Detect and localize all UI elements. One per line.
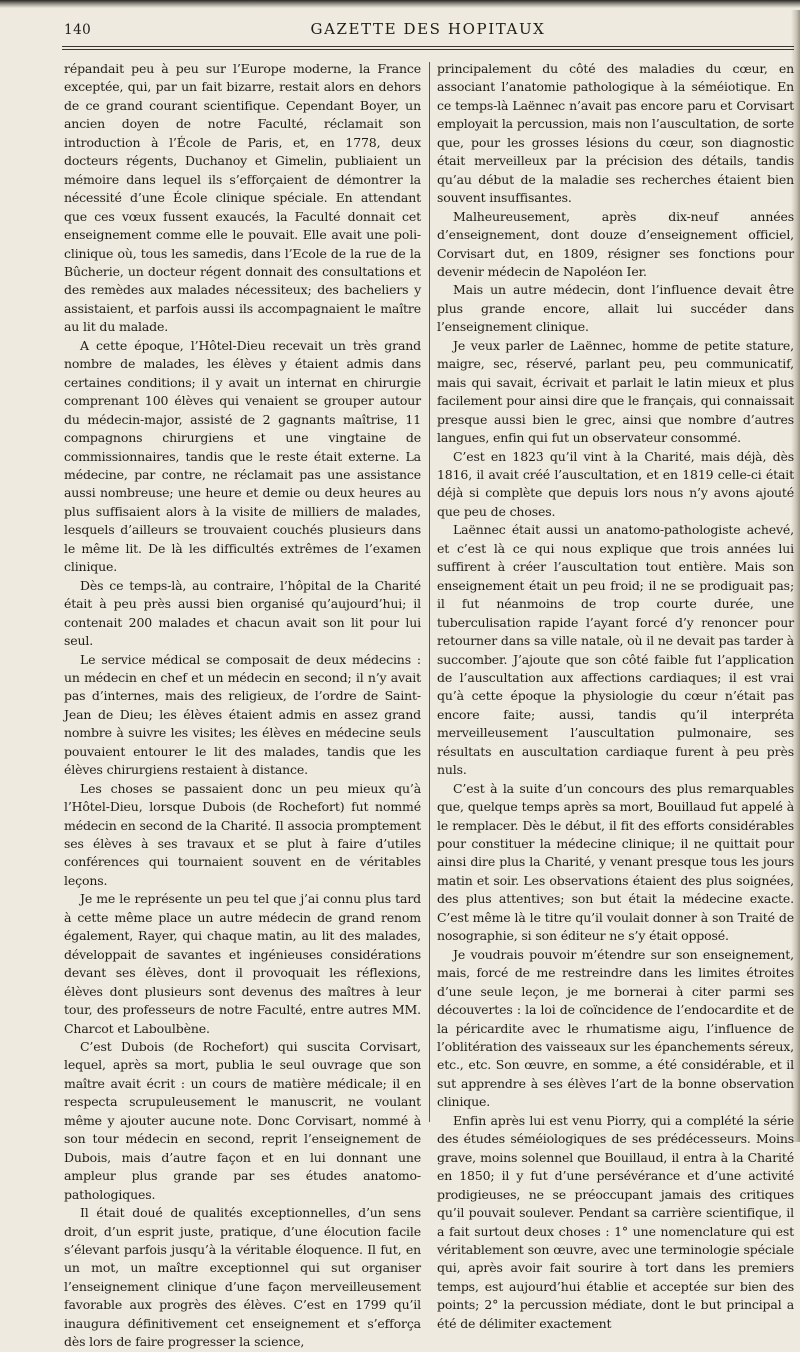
paragraph: Il était doué de qualités exceptionnelles, d’un sens droit, d’un esprit juste, pratique, d’une élocution facile s’élevant parfois jusqu’à la véritable éloquence. Il fut, en un mot, un maître exceptionnel qui sut organiser l’enseignement clinique d’une façon merveilleusement favorable aux progrès des élèves. C’est en 1799 qu’il inaugura définitivement cet enseignement et s’efforça dès lors de faire progresser la science, — [64, 1205, 421, 1350]
paragraph: Malheureusement, après dix-neuf années d’enseignement, dont douze d’enseignement officiel, Corvisart dut, en 1809, résigner ses fonctions pour devenir médecin de Napoléon Ier. — [437, 208, 794, 279]
right-column — [437, 60, 794, 1333]
paragraph: Le service médical se composait de deux médecins : un médecin en chef et un médecin en second; il n’y avait pas d’internes, mais des religieux, de l’ordre de Saint-Jean de Dieu; les élèves étaient admis en assez grand nombre à suivre les visites; les élèves en médecine seuls pouvaient entourer le lit des malades, tandis que les élèves chirurgiens restaient à distance. — [64, 651, 421, 778]
journal-title: GAZETTE DES HOPITAUX — [310, 20, 546, 38]
paragraph: Enfin après lui est venu Piorry, qui a complété la série des études séméiologiques de ses prédécesseurs. Moins grave, moins solennel que Bouillaud, il entra à la Charité en 1850; il y fut d’une persévérance et d’une activité prodigieuses, ne se préoccupant jamais des critiques qu’il pouvait soulever. Pendant sa carrière scientifique, il a fait surtout deux choses : 1° une nomenclature qui est véritablement son œuvre, avec une terminologie spéciale qui, après avoir fait sourire à tort dans les premiers temps, est aujourd’hui établie et acceptée sur bien des points; 2° la percussion médiate, dont le but principal a été de délimiter exactement — [437, 1112, 794, 1331]
column-divider — [429, 62, 430, 1122]
paragraph: Je voudrais pouvoir m’étendre sur son enseignement, mais, forcé de me restreindre dans les limites étroites d’une seule leçon, je me bornerai à citer parmi ses découvertes : la loi de coïncidence de l’endocardite et de la péricardite avec le rhumatisme aigu, l’influence de l’oblitération des vaisseaux sur les épanchements séreux, etc., etc. Son œuvre, en somme, a été considérable, et il sut apprendre à ses élèves l’art de la bonne observation clinique. — [437, 946, 794, 1110]
page-top-edge — [0, 0, 800, 8]
paragraph: principalement du côté des maladies du cœur, en associant l’anatomie pathologique à la séméiotique. En ce temps-là Laënnec n’avait pas encore paru et Corvisart employait la percussion, mais non l’auscultation, de sorte que, pour les grosses lésions du cœur, son diagnostic était merveilleux par la précision des détails, tandis qu’au début de la maladie ses recherches étaient bien souvent insuffisantes. — [437, 61, 794, 206]
running-header — [62, 20, 794, 42]
paragraph: Je veux parler de Laënnec, homme de petite stature, maigre, sec, réservé, parlant peu, peu communicatif, mais qui savait, écrivait et parlait le latin mieux et plus facilement pour ainsi dire que le français, qui connaissait presque aussi bien le grec, ainsi que nombre d’autres langues, enfin qui fut un observateur consommé. — [437, 337, 794, 446]
header-rule-double — [62, 49, 794, 50]
paragraph: répandait peu à peu sur l’Europe moderne, la France exceptée, qui, par un fait bizarre, restait alors en dehors de ce grand courant scientifique. Cependant Boyer, un ancien doyen de notre Faculté, réclamait son introduction à l’École de Paris, et, en 1778, deux docteurs régents, Duchanoy et Gimelin, publiaient un mémoire dans lequel ils s’efforçaient de démontrer la nécessité d’une École clinique spéciale. En attendant que ces vœux fussent exaucés, la Faculté donnait cet enseignement comme elle le pouvait. Elle avait une poli-clinique où, tous les samedis, dans l’Ecole de la rue de la Bûcherie, un docteur régent donnait des consultations et des remèdes aux malades nécessiteux; des bacheliers y assistaient, et parfois aussi ils accompagnaient le maître au lit du malade. — [64, 61, 421, 335]
paragraph: C’est à la suite d’un concours des plus remarquables que, quelque temps après sa mort, Bouillaud fut appelé à le remplacer. Dès le début, il fit des efforts considérables pour constituer la médecine clinique; il ne quittait pour ainsi dire plus la Charité, y venant presque tous les jours matin et soir. Les observations étaient des plus soignées, des plus attentives; son but était la médecine exacte. C’est même là le titre qu’il voulait donner à son Traité de nosographie, si son éditeur ne s’y était opposé. — [437, 780, 794, 944]
paragraph: A cette époque, l’Hôtel-Dieu recevait un très grand nombre de malades, les élèves y étaient admis dans certaines conditions; il y avait un internat en chirurgie comprenant 100 élèves qui venaient se grouper autour du médecin-major, assisté de 2 gagnants maîtrise, 11 compagnons chirurgiens et une vingtaine de commissionnaires, tandis que le reste était externe. La médecine, par contre, ne réclamait pas une assistance aussi nombreuse; une heure et demie ou deux heures au plus suffisaient alors à la visite de milliers de malades, lesquels d’ailleurs se trouvaient couchés plusieurs dans le même lit. De là les difficultés extrêmes de l’examen clinique. — [64, 337, 421, 575]
paragraph: Mais un autre médecin, dont l’influence devait être plus grande encore, allait lui succéder dans l’enseignement clinique. — [437, 282, 794, 335]
paragraph: C’est Dubois (de Rochefort) qui suscita Corvisart, lequel, après sa mort, publia le seul ouvrage que son maître avait écrit : un cours de matière médicale; il en respecta scrupuleusement le manuscrit, ne voulant même y ajouter aucune note. Donc Corvisart, nommé à son tour médecin en second, reprit l’enseignement de Dubois, mais d’autre façon et en lui donnant une ampleur plus grande par ses études anatomo-pathologiques. — [64, 1039, 421, 1202]
header-rule — [62, 46, 794, 47]
paragraph: Dès ce temps-là, au contraire, l’hôpital de la Charité était à peu près aussi bien organisé qu’aujourd’hui; il contenait 200 malades et chacun avait son lit pour lui seul. — [64, 577, 421, 649]
paragraph: Les choses se passaient donc un peu mieux qu’à l’Hôtel-Dieu, lorsque Dubois (de Rochefort) fut nommé médecin en second de la Charité. Il associa promptement ses élèves à ses travaux et se plut à faire d’utiles conférences qui tournaient souvent en de véritables leçons. — [64, 780, 421, 888]
paragraph: Laënnec était aussi un anatomo-pathologiste achevé, et c’est là ce qui nous explique que trois années lui suffirent à créer l’auscultation tout entière. Mais son enseignement était un peu froid; il ne se prodiguait pas; il fut néanmoins de trop courte durée, une tuberculisation rapide l’ayant forcé d’y renoncer pour retourner dans sa ville natale, où il ne devait pas tarder à succomber. J’ajoute que son côté faible fut l’application de l’auscultation aux affections cardiaques; il est vrai qu’à cette époque la physiologie du cœur n’était pas encore faite; aussi, tandis qu’il interpréta merveilleusement l’auscultation pulmonaire, ses résultats en auscultation cardiaque furent à peu près nuls. — [437, 522, 794, 778]
page-number: 140 — [64, 22, 92, 38]
paragraph: Je me le représente un peu tel que j’ai connu plus tard à cette même place un autre médecin de grand renom également, Rayer, qui chaque matin, au lit des malades, développait de savantes et ingénieuses considérations devant ses élèves, dont il provoquait les réflexions, élèves dont plusieurs sont devenus des maîtres à leur tour, des professeurs de notre Faculté, entre autres MM. Charcot et Laboulbène. — [64, 891, 421, 1036]
left-column — [64, 60, 421, 1352]
paragraph: C’est en 1823 qu’il vint à la Charité, mais déjà, dès 1816, il avait créé l’auscultation, et en 1819 celle-ci était déjà si complète que depuis lors nous n’y avons ajouté que peu de choses. — [437, 448, 794, 519]
